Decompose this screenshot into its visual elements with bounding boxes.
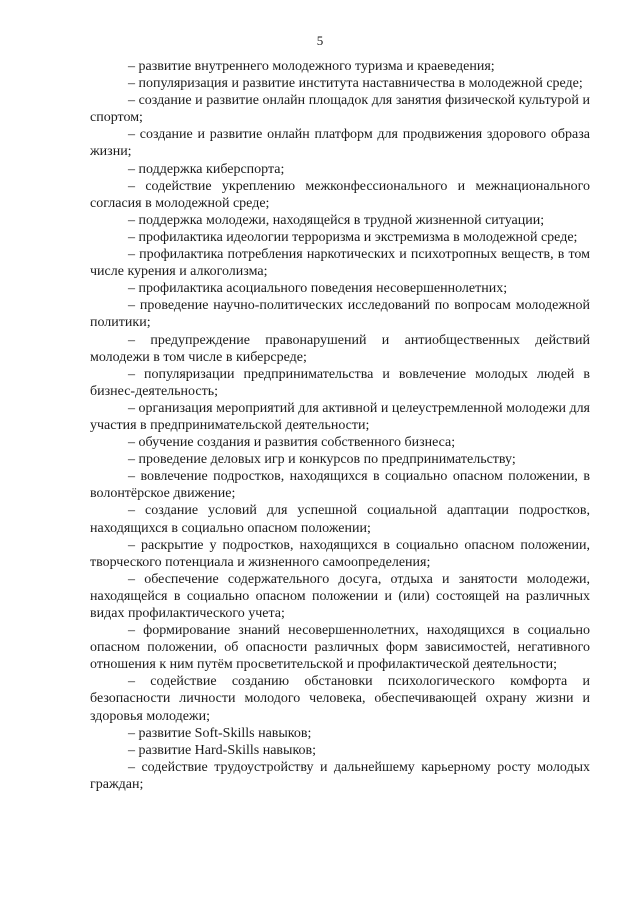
list-item: – предупреждение правонарушений и антиобщественных действий молодежи в том числе в киберсреде;: [90, 332, 590, 365]
list-item: – популяризации предпринимательства и вовлечение молодых людей в бизнес-деятельность;: [90, 366, 590, 399]
list-item: – содействие созданию обстановки психологического комфорта и безопасности личности молодого человека, обеспечивающей охрану жизни и здоровья молодежи;: [90, 674, 590, 724]
list-item: – раскрытие у подростков, находящихся в социально опасном положении, творческого потенциала и жизненного самоопределения;: [90, 537, 590, 570]
list-item: – вовлечение подростков, находящихся в социально опасном положении, в волонтёрское движение;: [90, 469, 590, 502]
list-item: – обеспечение содержательного досуга, отдыха и занятости молодежи, находящейся в социально опасном положении и (или) состоящей на различных видах профилактического учета;: [90, 571, 590, 621]
list-item: – проведение научно-политических исследований по вопросам молодежной политики;: [90, 298, 590, 331]
list-item: – проведение деловых игр и конкурсов по предпринимательству;: [128, 452, 516, 468]
list-item: – создание и развитие онлайн площадок для занятия физической культурой и спортом;: [90, 93, 590, 126]
list-item: – содействие трудоустройству и дальнейшему карьерному росту молодых граждан;: [90, 759, 590, 792]
list-item: – профилактика асоциального поведения несовершеннолетних;: [128, 281, 508, 297]
list-item: – формирование знаний несовершеннолетних, находящихся в социально опасном положении, об опасности различных форм зависимостей, негативного отношения к ним путём просветительской и профилактической деятельности;: [90, 623, 590, 673]
page-number: 5: [316, 33, 324, 48]
list-item: – развитие Hard-Skills навыков;: [128, 742, 317, 758]
list-item: – популяризация и развитие института наставничества в молодежной среде;: [128, 76, 583, 92]
list-item: – обучение создания и развития собственного бизнеса;: [128, 435, 456, 451]
list-item: – поддержка киберспорта;: [128, 161, 285, 177]
list-item: – профилактика идеологии терроризма и экстремизма в молодежной среде;: [128, 229, 578, 245]
document-body: [90, 58, 590, 793]
list-item: – развитие внутреннего молодежного туризма и краеведения;: [128, 59, 495, 74]
list-item: – создание и развитие онлайн платформ для продвижения здорового образа жизни;: [90, 127, 590, 160]
list-item: – содействие укреплению межконфессионального и межнационального согласия в молодежной среде;: [90, 178, 590, 211]
list-item: – создание условий для успешной социальной адаптации подростков, находящихся в социально опасном положении;: [90, 503, 590, 536]
list-item: – поддержка молодежи, находящейся в трудной жизненной ситуации;: [128, 212, 545, 228]
list-item: – профилактика потребления наркотических и психотропных веществ, в том числе курения и алкоголизма;: [90, 247, 590, 280]
list-item: – развитие Soft-Skills навыков;: [128, 725, 312, 741]
list-item: – организация мероприятий для активной и целеустремленной молодежи для участия в предпринимательской деятельности;: [90, 400, 590, 433]
